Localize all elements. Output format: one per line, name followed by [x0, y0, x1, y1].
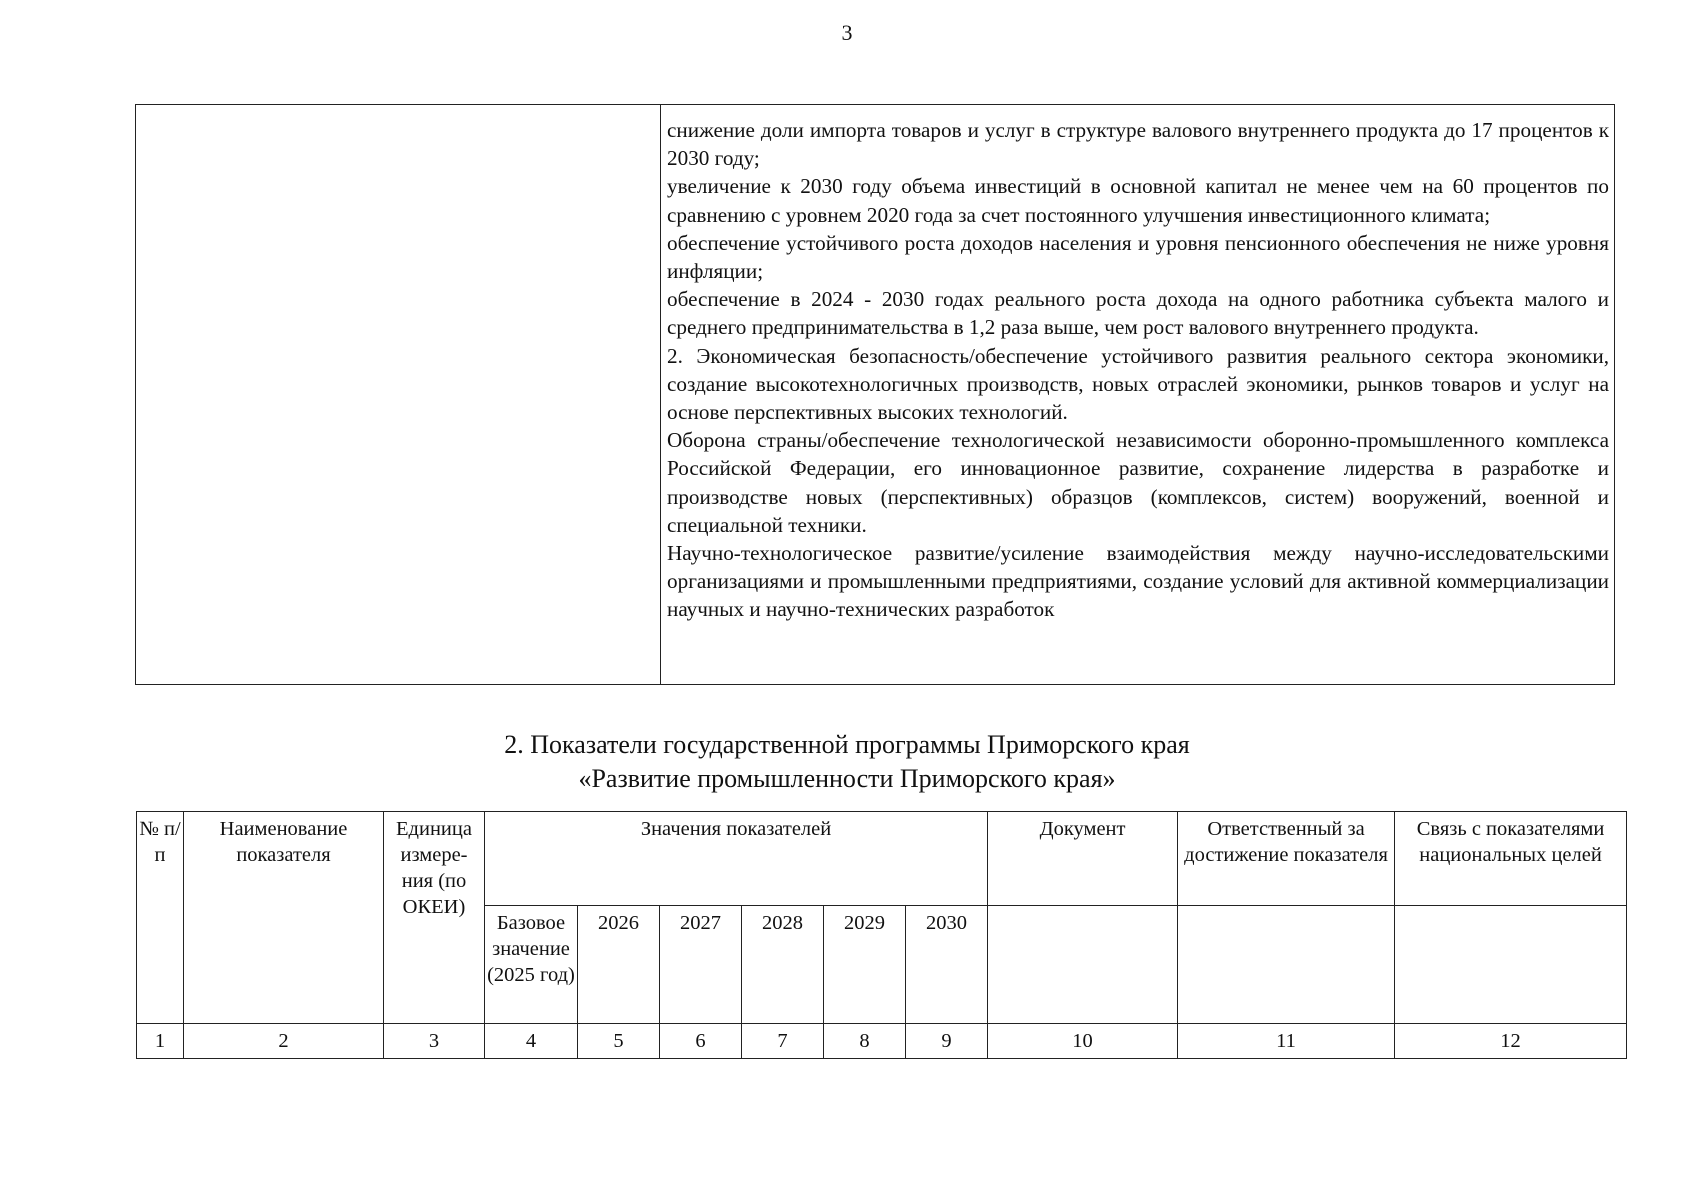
column-number: 11	[1178, 1024, 1395, 1059]
column-number: 9	[906, 1024, 988, 1059]
goals-table-text-cell	[661, 105, 1615, 685]
column-number: 10	[988, 1024, 1178, 1059]
goal-paragraph: 2. Экономическая безопасность/обеспечение устойчивого развития реального сектора экономики, создание высокотехнологичных производств, новых отраслей экономики, рынков товаров и услуг на основе перспективных высоких технологий.	[667, 343, 1609, 425]
column-number: 7	[742, 1024, 824, 1059]
column-number: 2	[184, 1024, 384, 1059]
goal-paragraph: обеспечение устойчивого роста доходов населения и уровня пенсионного обеспечения не ниже уровня инфляции;	[667, 230, 1609, 284]
column-number: 6	[660, 1024, 742, 1059]
column-number: 4	[485, 1024, 578, 1059]
column-numbers-row	[137, 1024, 1627, 1059]
header-document: Документ	[988, 812, 1178, 906]
header-year-2026: 2026	[578, 906, 660, 1024]
header-unit: Единица измере-ния (по ОКЕИ)	[384, 812, 485, 1024]
header-responsible: Ответственный за достижение показателя	[1178, 812, 1395, 906]
header-year-2027: 2027	[660, 906, 742, 1024]
header-name: Наименование показателя	[184, 812, 384, 1024]
header-year-2030: 2030	[906, 906, 988, 1024]
goals-table-empty-cell	[136, 105, 661, 685]
goal-paragraph: снижение доли импорта товаров и услуг в структуре валового внутреннего продукта до 17 процентов к 2030 году;	[667, 118, 1609, 171]
goal-paragraph: Научно-технологическое развитие/усиление взаимодействия между научно-исследовательскими организациями и промышленными предприятиями, создание условий для активной коммерциализации научных и научно-технических разработок	[667, 541, 1609, 622]
column-number: 5	[578, 1024, 660, 1059]
header-values-group: Значения показателей	[485, 812, 988, 906]
column-number: 8	[824, 1024, 906, 1059]
section-title-line-1: 2. Показатели государственной программы Приморского края	[504, 730, 1190, 759]
column-number: 3	[384, 1024, 485, 1059]
column-number: 12	[1395, 1024, 1627, 1059]
header-year-2028: 2028	[742, 906, 824, 1024]
header-base-value: Базовое значение (2025 год)	[485, 906, 578, 1024]
section-title-line-2: «Развитие промышленности Приморского края»	[578, 764, 1116, 793]
document-empty-cell	[988, 906, 1178, 1024]
goal-paragraph: Оборона страны/обеспечение технологической независимости оборонно-промышленного комплекса Российской Федерации, его инновационное развитие, сохранение лидерства в разработке и производстве новых (перспективных) образцов (комплексов, систем) вооружений, военной и специальной техники.	[667, 428, 1609, 537]
page-number: 3	[841, 20, 853, 45]
goal-paragraph: увеличение к 2030 году объема инвестиций в основной капитал не менее чем на 60 процентов по сравнению с уровнем 2020 года за счет постоянного улучшения инвестиционного климата;	[667, 174, 1609, 227]
indicators-table	[136, 811, 1627, 1059]
responsible-empty-cell	[1178, 906, 1395, 1024]
header-link: Связь с показателями национальных целей	[1395, 812, 1627, 906]
section-title	[0, 728, 1694, 796]
goals-table	[135, 104, 1615, 685]
column-number: 1	[137, 1024, 184, 1059]
header-year-2029: 2029	[824, 906, 906, 1024]
goal-paragraph: обеспечение в 2024 - 2030 годах реального роста дохода на одного работника субъекта малого и среднего предпринимательства в 1,2 раза выше, чем рост валового внутреннего продукта.	[667, 287, 1609, 340]
link-empty-cell	[1395, 906, 1627, 1024]
header-num: № п/п	[137, 812, 184, 1024]
